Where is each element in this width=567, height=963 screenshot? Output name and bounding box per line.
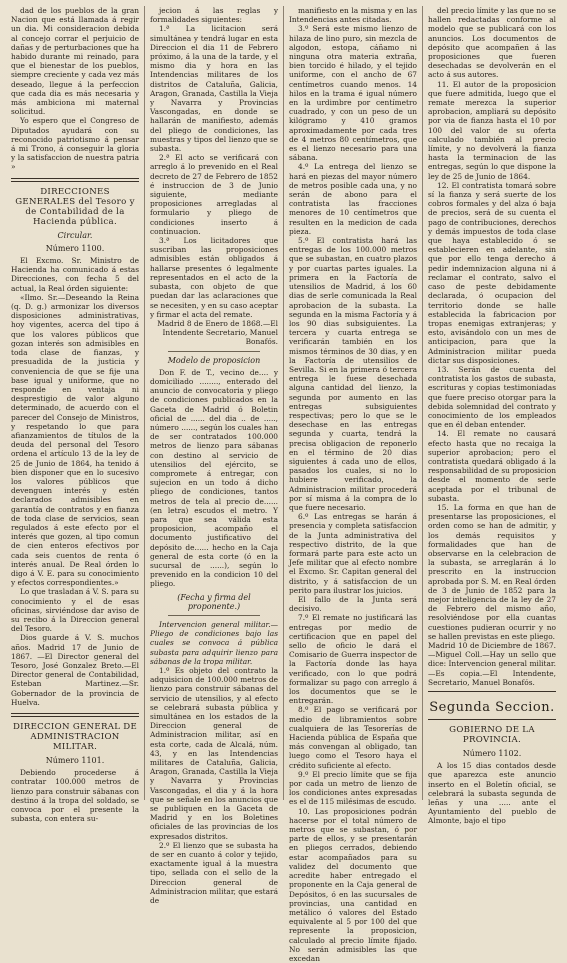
paragraph: 2.ª El acto se verificará con arreglo á lo prevenido en el Real decreto de 27 de Febrero de 1852 é instruccion de 3 de Junio siguiente, mediante proposiciones arregladas al formulario y pliego de condiciones inserto á continuacion. (150, 153, 278, 236)
paragraph: 13. Serán de cuenta del contratista los gastos de subasta, escrituras y copias testimoniadas que fuere preciso otorgar para la debida solemnidad del contrato y conocimiento de los empleados que en él deban entender. (428, 364, 556, 430)
column-2 (145, 6, 284, 906)
divider (168, 351, 260, 352)
section-heading: DIRECCION GENERAL DE ADMINISTRACION MILITAR. (12, 722, 138, 753)
paragraph: «Ilmo. Sr.—Deseando la Reina (q. D. g.) armonizar los diversos disposiciones administrativas, hoy vigentes, acerca del tipo á que los valores públicos que gozan interés son admisibles en toda clase de fianzas, y presuadida de la justicia y conveniencia de que se fije una base igual y uniforme, que no responde en ventaja ni desprestigio de valor alguno determinado, de acuerdo con el parecer del Consejo de Ministros, y respetando lo que para afianzamientos de títulos de la deuda del personal del Tesoro ordena el artículo 13 de la ley de 25 de Junio de 1864, ha tenido á bien disponer que en lo sucesivo los valores públicos que devenguen interés y estén declarados admisibles en garantía de contratos y en fianza de toda clase de servicios, sean regulados á este efecto por el interés que gozen, al tipo comun de cien enteros efectivos por cada seis cuentos de renta ó interés anual. De Real órden lo digo á V. E. para su conocimiento y efectos correspondientes.» (11, 292, 139, 588)
section-title: Segunda Seccion. (429, 700, 555, 716)
column-1 (6, 6, 145, 824)
paragraph: Don F. de T., vecino de.... y domiciliado ........, enterado del anuncio de convocatoria y pliego de condiciones publicados en la Gaceta de Madrid ó Boletin oficial de ...... del dia .. de ....., número ......, según los cuales han de ser contratados 100.000 metros de lienzo para sábanas con destino al servicio de utensilios del ejército, se compromete á entregar, con sujecion en un todo á dicho pliego de condiciones, tantos metros de tela al precio de...... (en letra) escudos el metro. Y para que sea válida esta proposicion, acompaño el documento justificativo del depósito de...... hecho en la Caja general de esta corte (ó en la sucursal de ......), según lo prevenido en la condicion 10 del pliego. (150, 367, 278, 589)
paragraph: 7.º El remate no justificará las entregas por medio de certificacion que en papel del sello de oficio le dará el Comisario de Guerra inspector de la Factoría donde las haya verificado, con lo que podrá formalizar su pago con arreglo á los documentos que se le entregarán. (289, 613, 417, 706)
columns (6, 6, 561, 963)
section-heading: GOBIERNO DE LA PROVINCIA. (449, 725, 535, 746)
paragraph: 3.º Será este mismo lienzo de hilaza de lino puro, sin mezcla de algodon, estopa, cáñamo ni ninguna otra materia extraña, bien torcido é hilado, y el tejido uniforme, con el ancho de 67 centímetros cuando menos. 14 hilos en la trama é igual número en la urdimbre por centímetro cuadrado, y con un peso de un kilógramo y 410 gramos aproximadamente por cada tres de 4 metros 80 centímetros, que es el lienzo necesario para una sábana. (289, 24, 417, 163)
subheading: Modelo de proposicion (167, 355, 261, 365)
section-heading: DIRECCIONES GENERALES del Tesoro y de Contabilidad de la Hacienda pública. (15, 186, 135, 227)
section-rule (428, 719, 556, 720)
paragraph: 11. El autor de la proposicion que fuere admitida, luego que el remate merezca la superior aprobacion, ampliará su depósito por via de fianza hasta el 10 por 100 del valor de su oferta calculado también al precio límite, y no devolverá la fianza hasta la terminacion de las entregas, según lo que dispone la ley de 25 de Junio de 1864. (428, 79, 556, 181)
signature: Madrid 8 de Enero de 1868.—El Intendente Secretario, Manuel Bonafós. (157, 318, 278, 347)
paragraph: Debiendo procederse á contratar 100.000 metros de lienzo para construir sábanas con destino á la tropa del soldado, se convoca por el presente la subasta, con entera su- (11, 768, 139, 824)
paragraph: del precio límite y las que no se hallen redactadas conforme al modelo que se publicará con los anuncios. Los documentos de depósito que acompañen á las proposiciones que fueren desechadas se devolverán en el acto á sus autores. (428, 6, 556, 80)
section-rule (428, 691, 556, 692)
section-rule (11, 178, 139, 182)
number-label: Número 1100. (45, 243, 105, 253)
paragraph: A los 15 dias contados desde que aparezca este anuncio inserto en el Boletín oficial, se celebrará la subasta segunda de leñas y una ..... ante el Ayuntamiento del pueblo de Almonte, bajo el tipo (428, 761, 556, 826)
number-label: Número 1102. (462, 749, 522, 759)
paragraph: Dios guarde á V. S. muchos años. Madrid 17 de Junio de 1867. —El Director general del Tesoro, José Gonzalez Breto.—El Director general de Contabilidad, Esteban Martinez.—Sr. Gobernador de la provincia de Huelva. (11, 633, 139, 707)
paragraph: Intervencion general militar.—Pliego de condiciones bajo las cuales se convoca á pública subasta para adquirir lienzo para sábanas de la tropa militar. (150, 620, 278, 666)
subheading: Circular. (57, 230, 93, 240)
paragraph: 3.ª Los licitadores que suscriban las proposiciones admisibles están obligados á hallarse presentes ó legalmente representados en el acto de la subasta, con objeto de que puedan dar las aclaraciones que se necesiten, y en su caso aceptar y firmar el acta del remate. (150, 236, 278, 319)
paragraph: 8.º El pago se verificará por medio de libramientos sobre cualquiera de las Tesorerías de Hacienda pública de España que más convengan al obligado, tan luego como el Tesoro haya el crédito suficiente al efecto. (289, 705, 417, 770)
paragraph: 12. El contratista tomará sobre sí la fianza y será suerte de los cobros formales y del alza ó baja de precios, será de su cuenta el pago de contribuciones, derechos y demás impuestos de toda clase que haya establecido ó se establecieren en adelante, sin que por ello tenga derecho á pedir indemnizacion alguna ni á reclamar el contrato, salvo el caso de peste debidamente declarada, ó ocupacion del territorio donde se halle establecida la fabricacion por tropas enemigas extranjeras; y esto, avisándolo con un mes de anticipacion, para que la Administracion militar pueda dictar sus disposiciones. (428, 180, 556, 365)
subheading: (Fecha y firma del proponente.) (177, 592, 251, 611)
column-3 (284, 6, 423, 963)
paragraph: manifiesto en la misma y en las Intendencias antes citadas. (289, 6, 417, 25)
paragraph: 1.ª La licitacion será simultánea y tendrá lugar en esta Direccion el dia 11 de Febrero próximo, á la una de la tarde, y el mismo dia y hora en las Intendencias militares de los distritos de Cataluña, Galicia, Aragon, Granada, Castilla la Vieja y Navarra y Provincias Vascongadas, en donde se hallarán de manifiesto, además del pliego de condiciones, las muestras y tipos del lienzo que se subasta. (150, 24, 278, 154)
paragraph: 1.º Es objeto del contrato la adquisicion de 100.000 metros de lienzo para construir sábanas del servicio de utensilios, y al efecto se celebrará subasta pública y simultánea en los estados de la Direccion general de Administracion militar, así en esta corte, cada de Alcalá, núm. 43, y en las Intendencias militares de Cataluña, Galicia, Aragon, Granada, Castilla la Vieja y Navarra y Provincias Vascongadas, el dia y á la hora que se señale en los anuncios que se publiquen en la Gaceta de Madrid y en los Boletines oficiales de las provincias de los expresados distritos. (150, 666, 278, 841)
paragraph: El Excmo. Sr. Ministro de Hacienda ha comunicado á estas Direcciones, con fecha 5 del actual, la Real órden siguiente: (11, 256, 139, 293)
paragraph: 14. El remate no causará efecto hasta que no recaiga la superior aprobacion; pero el contratista quedará obligado á la responsabilidad de su proposicion desde el momento de serle aceptada por el tribunal de subasta. (428, 429, 556, 503)
paragraph: 10. Las proposiciones podrán hacerse por el total número de metros que se subastan, ó por parte de ellos, y se presentarán en pliegos cerrados, debiendo estar acompañados para su validez del documento que acredite haber entregado el proponente en la Caja general de Depósitos, ó en las sucursales de provincias, una cantidad en metálico ó valores del Estado equivalente al 5 por 100 del que represente la proposicion, calculado al precio límite fijado. No serán admisibles las que excedan (289, 806, 417, 963)
paragraph: 6.º Las entregas se harán á presencia y completa satisfaccion de la Junta administrativa del respectivo distrito, de la que formará parte para este acto un Jefe militar que al efecto nombre el Excmo. Sr. Capitan general del distrito, y á satisfaccion de un perito para ilustrar los juicios. (289, 512, 417, 595)
paragraph: jecion á las reglas y formalidades siguientes: (150, 6, 278, 25)
paragraph: 5.º El contratista hará las entregas de los 100.000 metros que se subastan, en cuatro plazos y por cuartas partes iguales. La primera en la Factoría de utensilios de Madrid, á los 60 dias de serle comunicada la Real aprobacion de la subasta. La segunda en la misma Factoría y á los 90 dias subsiguientes. La tercera y cuarta entrega se verificarán también en los mismos términos de 30 dias, y en la Factoría de utensilios de Sevilla. Si en la primera ó tercera entrega le fuese desechada alguna cantidad del lienzo, la segunda por aumento en las entregas subsiguientes respectivas; pero lo que se le desechase en las entregas segunda y cuarta, tendrá la precisa obligacion de reponerlo en el término de 20 dias siguientes á cada uno de ellos, pasados los cuales, si no lo hubiere verificado, la Administracion militar procederá por sí misma á la compra de lo que fuere necesario. (289, 236, 417, 512)
signature: Madrid 10 de Diciembre de 1867. —Miguel Coll.—Hay un sello que dice: Intervencion general militar. —Es copia.—El Intendente, Secretario, Manuel Bonafós. (428, 641, 556, 687)
number-label: Número 1101. (45, 756, 105, 766)
paragraph: 9.º El precio límite que se fija por cada un metro de lienzo de los condiciones antes expresadas es el de 115 milésimas de escudo. (289, 769, 417, 807)
paragraph: 4.º La entrega del lienzo se hará en piezas del mayor número de metros posible cada una, y no serán de abono para el contratista las fracciones menores de 10 centímetros que resulten en la medicion de cada pieza. (289, 162, 417, 236)
paragraph: 2.º El lienzo que se subasta ha de ser en cuanto á color y tejido, exactamente igual á la muestra tipo, sellada con el sello de la Direccion general de Administracion militar, que estará de (150, 840, 278, 906)
column-4 (423, 6, 561, 826)
paragraph: Yo espero que el Congreso de Diputados ayudará con su reconocido patriotismo á pensar á mi Trono, á conseguir la gloria y la satisfaccion de nuestra patria » (11, 116, 139, 172)
paragraph: dad de los pueblos de la gran Nacion que está llamada á regir un dia. Mi consideracion debida al concejo corrar el perjuicio de dañas y de perturbaciones que ha habido durante mi reinado, para que el bienestar de los pueblos, siempre creciente y cada vez más deseado, llegue á la perfeccion que cada dia es más necesaria y más ambiciona mi maternal solicitud. (11, 6, 139, 117)
paragraph: El fallo de la Junta será decisivo. (289, 595, 417, 614)
paragraph: 15. La forma en que han de presentarse las proposiciones, el orden como se han de admitir, y los demás requisitos y formalidades que han de observarse en la celebracion de la subasta, se arreglarán á lo prescrito en la instruccion aprobada por S. M. en Real órden de 3 de Junio de 1852 para la mejor inteligencia de la ley de 27 de Febrero del mismo año, resolviéndose por ella cuantas cuestiones pudieran ocurrir y no se hallen previstas en este pliego. (428, 502, 556, 641)
section-rule (11, 713, 139, 717)
divider (168, 615, 260, 616)
paragraph: Lo que trasladan á V. S. para su conocimiento y el de esas oficinas, sirviéndose dar aviso de su recibo á la Direccion general del Tesoro. (11, 587, 139, 634)
